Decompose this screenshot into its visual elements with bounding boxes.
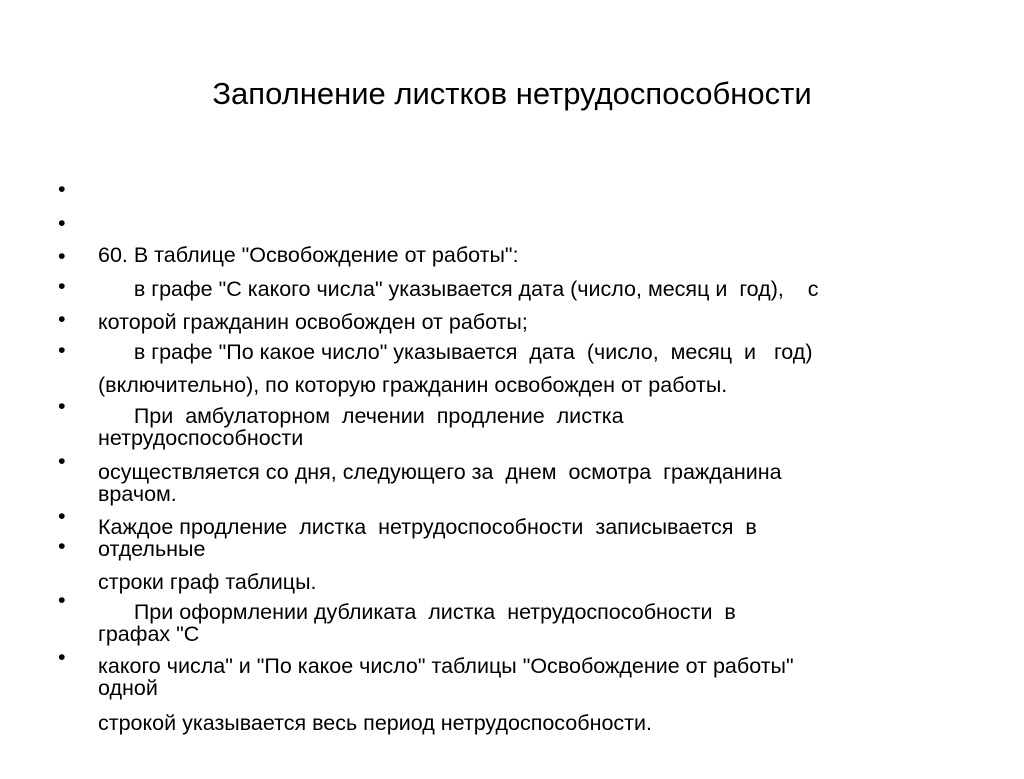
bullet-dot-icon: •: [58, 394, 66, 418]
bullet-text: в графе "С какого числа" указывается дата (число, месяц и год), с: [98, 277, 819, 301]
bullet-text: которой гражданин освобожден от работы;: [98, 310, 528, 334]
bullet-dot-icon: •: [58, 244, 66, 268]
bullet-dot-icon: •: [58, 307, 66, 331]
slide-title: Заполнение листков нетрудоспособности: [212, 76, 812, 111]
bullet-text: (включительно), по которую гражданин освобожден от работы.: [98, 373, 728, 397]
bullet-dot-icon: •: [58, 274, 66, 298]
bullet-dot-icon: •: [58, 177, 66, 201]
bullet-dot-icon: •: [58, 211, 66, 235]
bullet-dot-icon: •: [58, 504, 66, 528]
bullet-text: в графе "По какое число" указывается дата (число, месяц и год): [98, 340, 813, 364]
bullet-text: строкой указывается весь период нетрудоспособности.: [98, 711, 652, 735]
bullet-text: При амбулаторном лечении продление листка нетрудоспособности: [98, 404, 624, 450]
bullet-dot-icon: •: [58, 534, 66, 558]
bullet-text: Каждое продление листка нетрудоспособности записывается в отдельные: [98, 515, 757, 561]
bullet-dot-icon: •: [58, 449, 66, 473]
bullet-dot-icon: •: [58, 338, 66, 362]
bullet-dot-icon: •: [58, 588, 66, 612]
bullet-dot-icon: •: [58, 645, 66, 669]
bullet-text: 60. В таблице "Освобождение от работы":: [98, 243, 519, 267]
bullet-text: При оформлении дубликата листка нетрудоспособности в графах "С: [98, 600, 736, 646]
bullet-text: строки граф таблицы.: [98, 570, 317, 594]
bullet-text: какого числа" и "По какое число" таблицы "Освобождение от работы" одной: [98, 654, 794, 700]
bullet-text: осуществляется со дня, следующего за днем осмотра гражданина врачом.: [98, 460, 782, 506]
bullet-item: [58, 646, 652, 778]
